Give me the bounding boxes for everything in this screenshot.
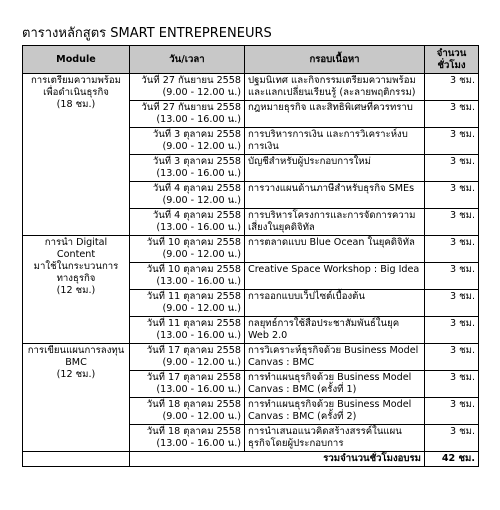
datetime-cell: [130, 236, 245, 263]
hours-cell: 3 ชม.: [425, 128, 479, 155]
total-row: [23, 452, 479, 467]
datetime-cell: [130, 182, 245, 209]
hours-cell: 3 ชม.: [425, 209, 479, 236]
session-date: วันที่ 4 ตุลาคม 2558: [152, 183, 241, 194]
topic-cell: การทำแผนธุรกิจด้วย Business Model Canvas : BMC (ครั้งที่ 1): [245, 371, 425, 398]
hours-cell: 3 ชม.: [425, 236, 479, 263]
header-module: Module: [23, 46, 130, 74]
datetime-cell: [130, 317, 245, 344]
topic-cell: การนำเสนอแนวคิดสร้างสรรค์ในแผนธุรกิจโดยผู้ประกอบการ: [245, 425, 425, 452]
datetime-cell: [130, 128, 245, 155]
session-time: (13.00 - 16.00 น.): [156, 384, 241, 395]
course-schedule-table: [22, 45, 479, 467]
module-line: การนำ Digital Content: [44, 237, 108, 260]
total-label: รวมจำนวนชั่วโมงอบรม: [130, 452, 425, 467]
topic-cell: ปฐมนิเทศ และกิจกรรมเตรียมความพร้อมและแลกเปลี่ยนเรียนรู้ (ละลายพฤติกรรม): [245, 74, 425, 101]
module-line: (12 ชม.): [56, 285, 96, 296]
hours-cell: 3 ชม.: [425, 263, 479, 290]
topic-cell: การทำแผนธุรกิจด้วย Business Model Canvas : BMC (ครั้งที่ 2): [245, 398, 425, 425]
datetime-cell: [130, 290, 245, 317]
header-hours: จำนวนชั่วโมง: [425, 46, 479, 74]
module-line: BMC: [65, 357, 87, 368]
table-row: [23, 344, 479, 371]
session-date: วันที่ 11 ตุลาคม 2558: [146, 291, 241, 302]
session-time: (9.00 - 12.00 น.): [162, 195, 241, 206]
session-date: วันที่ 10 ตุลาคม 2558: [146, 237, 241, 248]
hours-cell: 3 ชม.: [425, 74, 479, 101]
session-time: (13.00 - 16.00 น.): [156, 438, 241, 449]
session-time: (13.00 - 16.00 น.): [156, 168, 241, 179]
datetime-cell: [130, 155, 245, 182]
datetime-cell: [130, 101, 245, 128]
datetime-cell: [130, 398, 245, 425]
module-line: เพื่อดำเนินธุรกิจ: [43, 87, 109, 98]
table-row: [23, 236, 479, 263]
session-date: วันที่ 10 ตุลาคม 2558: [146, 264, 241, 275]
datetime-cell: [130, 425, 245, 452]
table-header-row: [23, 46, 479, 74]
datetime-cell: [130, 371, 245, 398]
datetime-cell: [130, 74, 245, 101]
page-title: ตารางหลักสูตร SMART ENTREPRENEURS: [22, 26, 272, 41]
topic-cell: บัญชีสำหรับผู้ประกอบการใหม่: [245, 155, 425, 182]
session-date: วันที่ 17 ตุลาคม 2558: [146, 345, 241, 356]
topic-cell: กลยุทธ์การใช้สื่อประชาสัมพันธ์ในยุค Web 2.0: [245, 317, 425, 344]
datetime-cell: [130, 344, 245, 371]
session-time: (13.00 - 16.00 น.): [156, 222, 241, 233]
hours-cell: 3 ชม.: [425, 425, 479, 452]
session-date: วันที่ 3 ตุลาคม 2558: [152, 156, 241, 167]
session-date: วันที่ 11 ตุลาคม 2558: [146, 318, 241, 329]
module-cell: [23, 236, 130, 344]
module-line: (12 ชม.): [56, 369, 96, 380]
topic-cell: การบริหารการเงิน และการวิเคราะห์งบการเงิน: [245, 128, 425, 155]
session-date: วันที่ 27 กันยายน 2558: [141, 75, 241, 86]
topic-cell: Creative Space Workshop : Big Idea: [245, 263, 425, 290]
total-hours: 42 ชม.: [425, 452, 479, 467]
module-line: ทางธุรกิจ: [56, 273, 96, 284]
session-time: (9.00 - 12.00 น.): [162, 303, 241, 314]
module-line: มาใช้ในกระบวนการ: [33, 261, 119, 272]
hours-cell: 3 ชม.: [425, 398, 479, 425]
session-date: วันที่ 3 ตุลาคม 2558: [152, 129, 241, 140]
session-date: วันที่ 18 ตุลาคม 2558: [146, 426, 241, 437]
hours-cell: 3 ชม.: [425, 371, 479, 398]
hours-cell: 3 ชม.: [425, 101, 479, 128]
hours-cell: 3 ชม.: [425, 155, 479, 182]
session-time: (9.00 - 12.00 น.): [162, 411, 241, 422]
datetime-cell: [130, 263, 245, 290]
hours-cell: 3 ชม.: [425, 290, 479, 317]
module-line: การเขียนแผนการลงทุน: [27, 345, 125, 356]
datetime-cell: [130, 209, 245, 236]
total-spacer: [23, 452, 130, 467]
header-topic: กรอบเนื้อหา: [245, 46, 425, 74]
table-row: [23, 74, 479, 101]
session-time: (9.00 - 12.00 น.): [162, 249, 241, 260]
session-time: (13.00 - 16.00 น.): [156, 276, 241, 287]
session-date: วันที่ 4 ตุลาคม 2558: [152, 210, 241, 221]
session-date: วันที่ 27 กันยายน 2558: [141, 102, 241, 113]
topic-cell: การวางแผนด้านภาษีสำหรับธุรกิจ SMEs: [245, 182, 425, 209]
session-time: (9.00 - 12.00 น.): [162, 87, 241, 98]
hours-cell: 3 ชม.: [425, 182, 479, 209]
module-line: การเตรียมความพร้อม: [30, 75, 122, 86]
session-time: (9.00 - 12.00 น.): [162, 357, 241, 368]
topic-cell: การออกแบบเว็ปไซต์เบื้องต้น: [245, 290, 425, 317]
module-line: (18 ชม.): [56, 99, 96, 110]
header-datetime: วัน/เวลา: [130, 46, 245, 74]
session-date: วันที่ 18 ตุลาคม 2558: [146, 399, 241, 410]
module-cell: [23, 74, 130, 236]
topic-cell: การวิเคราะห์ธุรกิจด้วย Business Model Canvas : BMC: [245, 344, 425, 371]
topic-cell: กฎหมายธุรกิจ และสิทธิพิเศษที่ควรทราบ: [245, 101, 425, 128]
hours-cell: 3 ชม.: [425, 317, 479, 344]
topic-cell: การตลาดแบบ Blue Ocean ในยุคดิจิทัล: [245, 236, 425, 263]
session-time: (13.00 - 16.00 น.): [156, 114, 241, 125]
module-cell: [23, 344, 130, 452]
session-date: วันที่ 17 ตุลาคม 2558: [146, 372, 241, 383]
topic-cell: การบริหารโครงการและการจัดการความเสี่ยงในยุคดิจิทัล: [245, 209, 425, 236]
session-time: (9.00 - 12.00 น.): [162, 141, 241, 152]
session-time: (13.00 - 16.00 น.): [156, 330, 241, 341]
hours-cell: 3 ชม.: [425, 344, 479, 371]
